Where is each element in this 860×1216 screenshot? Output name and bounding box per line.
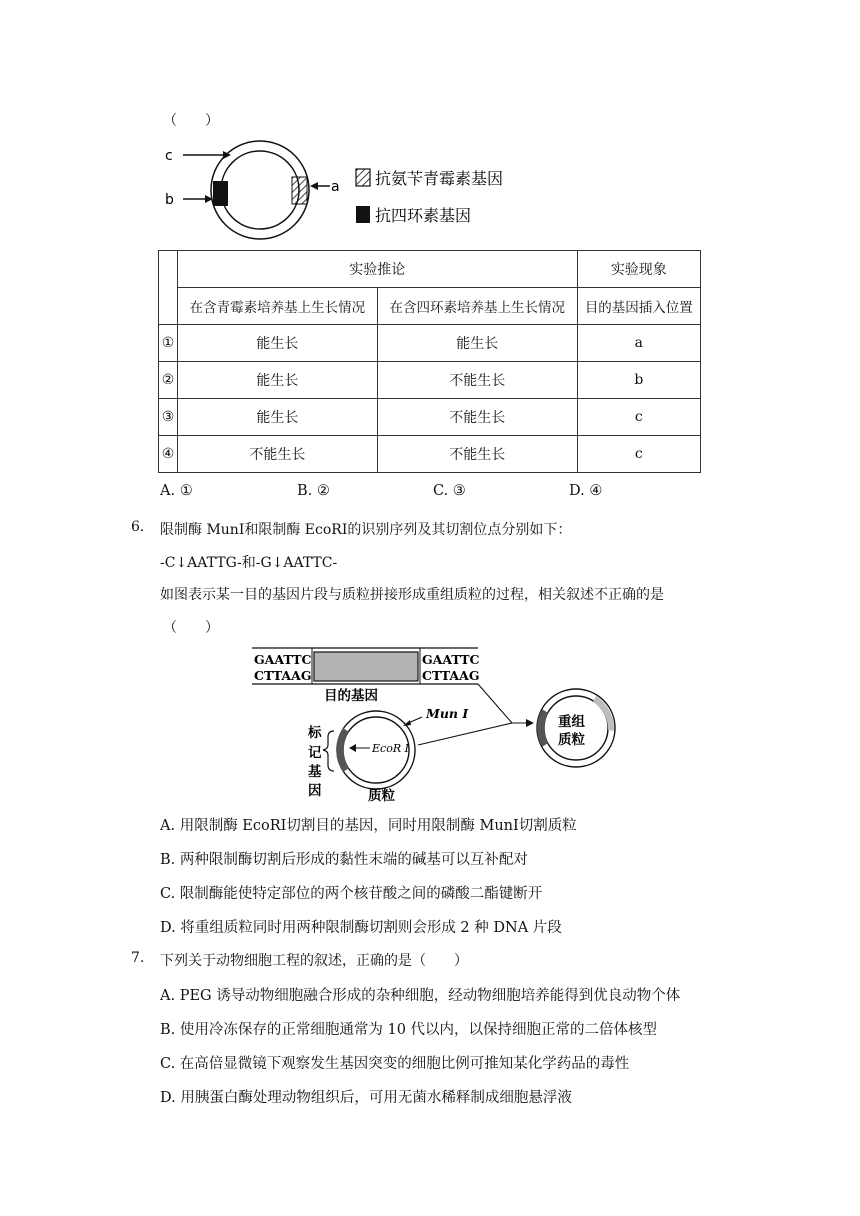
cell-tetracycline: 不能生长: [377, 362, 577, 399]
munI-label: Mun Ⅰ: [426, 706, 469, 721]
arrow-c: [183, 151, 231, 159]
cell-position: c: [577, 436, 700, 473]
q6-number: 6.: [131, 519, 145, 535]
tetracycline-gene-block: [213, 181, 228, 206]
cell-position: c: [577, 399, 700, 436]
label-b: b: [165, 192, 174, 208]
cell-penicillin: 不能生长: [177, 436, 377, 473]
right-top-sequence: GAATTC: [422, 652, 480, 667]
cell-tetracycline: 能生长: [377, 325, 577, 362]
legend-black-swatch: [356, 206, 370, 223]
marker-gene-brace: [323, 731, 334, 771]
row-number: ④: [159, 436, 178, 473]
table-row: [159, 436, 701, 473]
q6-option-b[interactable]: B. 两种限制酶切割后形成的黏性末端的碱基可以互补配对: [160, 852, 528, 868]
subheader-tetracycline: 在含四环素培养基上生长情况: [377, 288, 577, 325]
q6-recombination-figure: [250, 645, 620, 805]
table-corner: [159, 251, 178, 325]
q5-option-c[interactable]: C. ③: [433, 483, 466, 499]
label-a: a: [331, 179, 340, 195]
ampicillin-gene-block: [292, 177, 307, 204]
plasmid-label: 质粒: [368, 788, 395, 804]
legend-ampicillin: 抗氨苄青霉素基因: [375, 169, 504, 188]
cell-penicillin: 能生长: [177, 399, 377, 436]
q7-number: 7.: [131, 950, 145, 966]
marker-char: 标: [308, 725, 322, 741]
recombinant-label-1: 重组: [558, 714, 585, 730]
cell-position: a: [577, 325, 700, 362]
subheader-penicillin: 在含青霉素培养基上生长情况: [177, 288, 377, 325]
left-bottom-sequence: CTTAAG: [254, 668, 312, 683]
cell-position: b: [577, 362, 700, 399]
q5-option-a[interactable]: A. ①: [160, 483, 193, 499]
q7-option-d[interactable]: D. 用胰蛋白酶处理动物组织后，可用无菌水稀释制成细胞悬浮液: [160, 1090, 572, 1106]
marker-char: 因: [308, 783, 322, 799]
target-gene-label: 目的基因: [324, 688, 378, 704]
q7-option-a[interactable]: A. PEG 诱导动物细胞融合形成的杂种细胞，经动物细胞培养能得到优良动物个体: [160, 988, 681, 1004]
left-top-sequence: GAATTC: [254, 652, 312, 667]
table-row: [159, 325, 701, 362]
cell-penicillin: 能生长: [177, 325, 377, 362]
arrow-b: [183, 195, 213, 203]
target-gene-box: [314, 652, 418, 681]
q5-paren: （ ）: [163, 113, 219, 129]
q6-option-d[interactable]: D. 将重组质粒同时用两种限制酶切割则会形成 2 种 DNA 片段: [160, 920, 562, 936]
q7-option-c[interactable]: C. 在高倍显微镜下观察发生基因突变的细胞比例可推知某化学药品的毒性: [160, 1056, 630, 1072]
q5-experiment-table: [158, 250, 701, 473]
legend-hatch-swatch: [356, 169, 370, 186]
marker-char: 记: [308, 745, 322, 761]
header-phenomenon: 实验现象: [577, 251, 700, 288]
marker-char: 基: [308, 764, 322, 780]
q5-option-d[interactable]: D. ④: [569, 483, 603, 499]
ecoRI-label: EcoR Ⅰ: [372, 742, 409, 755]
row-number: ①: [159, 325, 178, 362]
cell-tetracycline: 不能生长: [377, 436, 577, 473]
q5-plasmid-figure: [155, 138, 515, 250]
q7-option-b[interactable]: B. 使用冷冻保存的正常细胞通常为 10 代以内，以保持细胞正常的二倍体核型: [160, 1022, 658, 1038]
legend-tetracycline: 抗四环素基因: [375, 206, 472, 225]
label-c: c: [165, 148, 173, 164]
table-row: [159, 399, 701, 436]
q6-option-c[interactable]: C. 限制酶能使特定部位的两个核苷酸之间的磷酸二酯键断开: [160, 886, 543, 902]
cell-tetracycline: 不能生长: [377, 399, 577, 436]
q6-stem-2: 如图表示某一目的基因片段与质粒拼接形成重组质粒的过程，相关叙述不正确的是: [160, 587, 664, 603]
q6-paren: （ ）: [163, 620, 219, 636]
recombinant-label-2: 质粒: [558, 732, 585, 748]
arrow-a: [310, 182, 330, 190]
right-bottom-sequence: CTTAAG: [422, 668, 480, 683]
table-row: [159, 362, 701, 399]
subheader-position: 目的基因插入位置: [577, 288, 700, 325]
row-number: ③: [159, 399, 178, 436]
row-number: ②: [159, 362, 178, 399]
q7-stem: 下列关于动物细胞工程的叙述，正确的是（ ）: [160, 953, 468, 969]
header-inference: 实验推论: [177, 251, 577, 288]
q6-option-a[interactable]: A. 用限制酶 EcoRI切割目的基因，同时用限制酶 MunI切割质粒: [160, 818, 577, 834]
cell-penicillin: 能生长: [177, 362, 377, 399]
q6-sequence: -C↓AATTG-和-G↓AATTC-: [160, 555, 338, 571]
q6-stem-1: 限制酶 MunI和限制酶 EcoRI的识别序列及其切割位点分别如下：: [160, 522, 572, 538]
q5-option-b[interactable]: B. ②: [297, 483, 330, 499]
